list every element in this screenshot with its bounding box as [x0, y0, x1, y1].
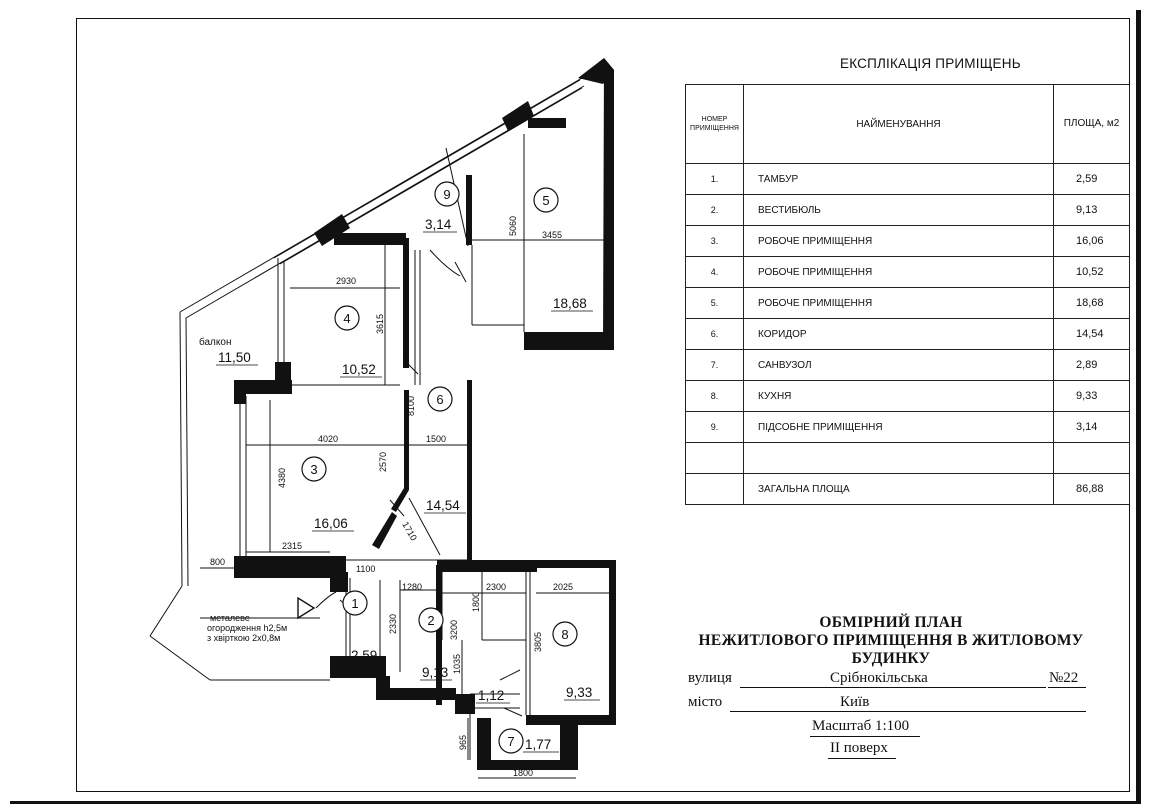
row-area: 14,54: [1054, 319, 1130, 350]
wall-room3-bottom: [234, 556, 346, 578]
room-5-number: 5: [542, 193, 550, 208]
row-area: 3,14: [1054, 412, 1130, 443]
street-underline: [740, 687, 1046, 688]
row-name: РОБОЧЕ ПРИМІЩЕННЯ: [744, 288, 1054, 319]
room-5-area: 18,68: [553, 296, 587, 311]
room-1-number: 1: [351, 596, 359, 611]
balcony-label: балкон: [199, 337, 232, 348]
dim-1035: 1035: [452, 653, 462, 674]
floor-underline: [828, 758, 896, 759]
fence-note-1: металеве: [210, 613, 250, 623]
total-label: ЗАГАЛЬНА ПЛОЩА: [744, 474, 1054, 505]
city-underline: [730, 711, 1086, 712]
wall-corridor-mid: [466, 175, 472, 245]
row-area: 9,33: [1054, 381, 1130, 412]
row-name: ВЕСТИБЮЛЬ: [744, 195, 1054, 226]
dim-965: 965: [458, 734, 468, 750]
dim-3805: 3805: [533, 631, 543, 652]
table-row: [686, 226, 1130, 257]
wall-room8-left: [437, 560, 537, 572]
title-line-2: НЕЖИТЛОВОГО ПРИМІЩЕННЯ В ЖИТЛОВОМУ БУДИНКУ: [698, 632, 1084, 667]
explication-rows: [686, 164, 1130, 443]
explication-title: ЕКСПЛІКАЦІЯ ПРИМІЩЕНЬ: [840, 56, 1021, 71]
room-7-area: 1,77: [525, 737, 552, 752]
house-number: №22: [1049, 670, 1079, 686]
row-name: РОБОЧЕ ПРИМІЩЕННЯ: [744, 257, 1054, 288]
table-row-empty: [686, 443, 1130, 474]
wall-wc-right: [560, 718, 578, 770]
wall-corridor-right: [467, 380, 472, 560]
balcony-area: 11,50: [218, 350, 251, 365]
row-name: САНВУЗОЛ: [744, 350, 1054, 381]
row-area: 16,06: [1054, 226, 1130, 257]
row-number: 5.: [686, 288, 744, 319]
row-name: РОБОЧЕ ПРИМІЩЕННЯ: [744, 226, 1054, 257]
room-8-area: 9,33: [566, 685, 593, 700]
explication-table: [685, 84, 1130, 505]
dim-2330: 2330: [388, 613, 398, 634]
dim-8100: 8100: [406, 395, 416, 416]
dim-3200: 3200: [449, 619, 459, 640]
wall-room4-right: [403, 238, 409, 368]
wall-room2-right: [436, 565, 442, 705]
row-area: 9,13: [1054, 195, 1130, 226]
dim-1800-b: 1800: [513, 768, 534, 778]
street-value: Срібнокільська: [830, 670, 928, 686]
row-name: КУХНЯ: [744, 381, 1054, 412]
wall-room5-pier: [528, 118, 566, 128]
dim-1100: 1100: [356, 564, 376, 574]
row-number: 8.: [686, 381, 744, 412]
title-line-1: ОБМІРНИЙ ПЛАН: [819, 614, 963, 631]
title-block: [666, 614, 1116, 668]
wall-room4-left-pier: [275, 362, 291, 388]
header-name: НАЙМЕНУВАННЯ: [744, 85, 1054, 164]
room-2-number: 2: [427, 613, 435, 628]
header-area: ПЛОЩА, м2: [1054, 85, 1130, 164]
row-area: 2,59: [1054, 164, 1130, 195]
table-row: [686, 319, 1130, 350]
room-2-area: 9,13: [422, 665, 449, 680]
floor-text: II поверх: [830, 740, 888, 756]
total-area: 86,88: [1054, 474, 1130, 505]
scale-underline: [810, 736, 920, 737]
dim-4380: 4380: [277, 467, 287, 488]
room-8-number: 8: [561, 627, 569, 642]
room-9-area: 3,14: [425, 217, 452, 232]
table-header-row: [686, 85, 1130, 164]
wall-room5-bottom: [524, 332, 614, 350]
wall-room8-top: [530, 560, 614, 568]
house-underline: [1048, 687, 1086, 688]
row-name: КОРИДОР: [744, 319, 1054, 350]
dim-2315: 2315: [282, 541, 303, 551]
city-label: місто: [688, 694, 723, 710]
city-value: Київ: [840, 694, 870, 710]
dim-3615: 3615: [375, 313, 385, 334]
room-3-area: 16,06: [314, 516, 348, 531]
room-3-number: 3: [310, 462, 318, 477]
table-row-total: [686, 474, 1130, 505]
room-7-number: 7: [507, 734, 515, 749]
dim-3455: 3455: [542, 230, 563, 240]
entrance-arrow-icon: [298, 598, 314, 618]
dim-1280: 1280: [402, 582, 423, 592]
row-name: ПІДСОБНЕ ПРИМІЩЕННЯ: [744, 412, 1054, 443]
dim-4020: 4020: [318, 434, 339, 444]
dim-1500: 1500: [426, 434, 447, 444]
table-row: [686, 381, 1130, 412]
dim-1710: 1710: [400, 520, 419, 543]
row-area: 18,68: [1054, 288, 1130, 319]
row-number: 1.: [686, 164, 744, 195]
table-row: [686, 350, 1130, 381]
room-1-area: 2,59: [351, 648, 378, 663]
table-row: [686, 195, 1130, 226]
table-row: [686, 288, 1130, 319]
room-6-area: 14,54: [426, 498, 460, 513]
wall-lower-4: [376, 688, 456, 700]
row-number: 9.: [686, 412, 744, 443]
fence-note-3: з хвірткою 2х0,8м: [207, 633, 281, 643]
row-number: 7.: [686, 350, 744, 381]
scale-text: Масштаб 1:100: [812, 718, 910, 734]
row-number: 6.: [686, 319, 744, 350]
row-area: 10,52: [1054, 257, 1130, 288]
wall-room8-right: [609, 560, 616, 725]
row-number: 4.: [686, 257, 744, 288]
header-number: НОМЕР ПРИМІЩЕННЯ: [686, 85, 744, 164]
room-6-number: 6: [436, 392, 444, 407]
room-4-area: 10,52: [342, 362, 376, 377]
dim-5060: 5060: [508, 215, 518, 236]
wall-room5-right: [603, 58, 614, 350]
table-row: [686, 412, 1130, 443]
room-4-number: 4: [343, 311, 351, 326]
dim-2300: 2300: [486, 582, 507, 592]
wall-room4-top: [334, 233, 406, 245]
dim-800: 800: [210, 557, 226, 567]
row-number: 3.: [686, 226, 744, 257]
fence-note-2: огородження h2,5м: [207, 623, 288, 633]
wall-wc-left: [455, 694, 475, 714]
dim-1800-a: 1800: [471, 591, 481, 612]
table-row: [686, 257, 1130, 288]
row-name: ТАМБУР: [744, 164, 1054, 195]
room-9-number: 9: [443, 187, 451, 202]
wall-wc-left-lower: [477, 718, 491, 770]
table-row: [686, 164, 1130, 195]
row-area: 2,89: [1054, 350, 1130, 381]
dim-2930: 2930: [336, 276, 357, 286]
wc-extra-area: 1,12: [478, 688, 505, 703]
dim-2570: 2570: [378, 451, 388, 472]
wall-room3-bottom-right: [372, 512, 397, 549]
walls: [234, 58, 616, 770]
row-number: 2.: [686, 195, 744, 226]
street-label: вулиця: [688, 670, 732, 686]
dim-2025: 2025: [553, 582, 574, 592]
wall-lower-1: [330, 572, 348, 592]
